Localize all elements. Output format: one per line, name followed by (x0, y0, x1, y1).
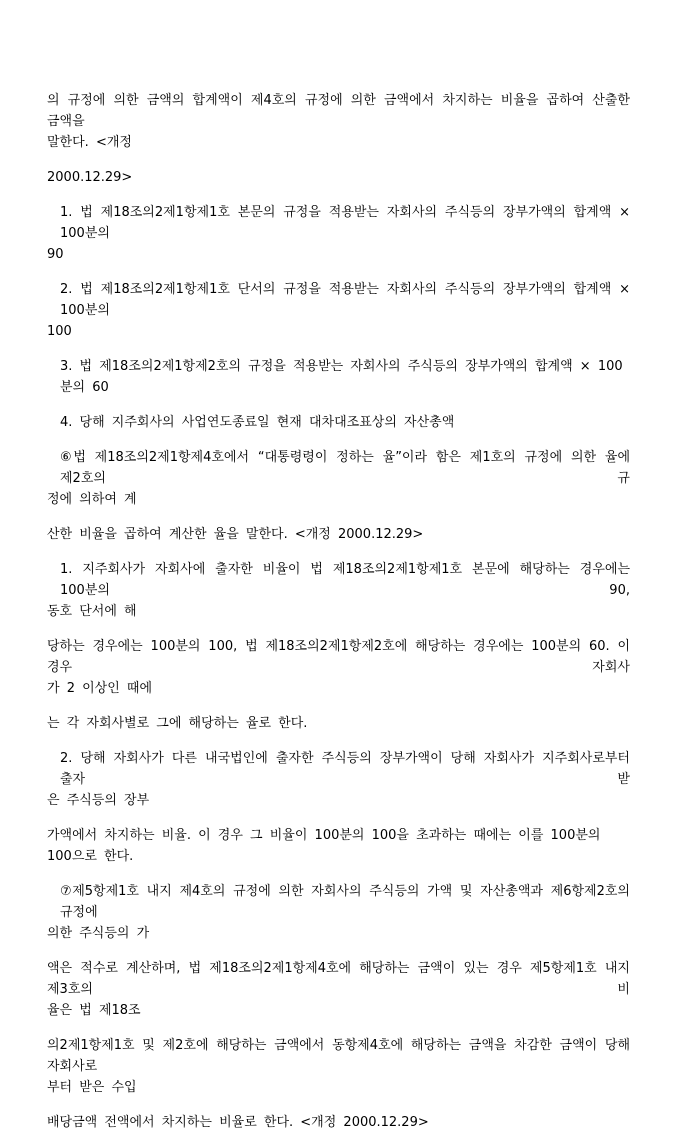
document-line: 의한 주식등의 가 (47, 926, 150, 941)
clause-item-2-line: 2. 당해 자회사가 다른 내국법인에 출자한 주식등의 장부가액이 당해 자회사가 지주회사로부터 출자 받 (60, 751, 630, 787)
document-line: 가 2 이상인 때에 (47, 681, 153, 696)
clause-item-4-line: 4. 당해 지주회사의 사업연도종료일 현재 대차대조표상의 자산총액 (60, 415, 455, 430)
document-line: 산한 비율을 곱하여 계산한 율을 말한다. <개정 2000.12.29> (47, 527, 424, 542)
clause-item-1-line: 1. 지주회사가 자회사에 출자한 비율이 법 제18조의2제1항제1호 본문에 해당하는 경우에는 100분의 90, (60, 562, 630, 598)
document-line: 은 주식등의 장부 (47, 793, 150, 808)
document-line: 가액에서 차지하는 비율. 이 경우 그 비율이 100분의 100을 초과하는 때에는 이를 100분의 100으로 한다. (47, 828, 601, 864)
document-line: 율은 법 제18조 (47, 1003, 141, 1018)
document-line: 말한다. <개정 (47, 135, 132, 150)
document-line: 는 각 자회사별로 그에 해당하는 율로 한다. (47, 716, 308, 731)
document-line: 당하는 경우에는 100분의 100, 법 제18조의2제1항제2호에 해당하는 경우에는 100분의 60. 이 경우 자회사 (47, 639, 630, 675)
document-line: 의 규정에 의한 금액의 합계액이 제4호의 규정에 의한 금액에서 차지하는 비율을 곱하여 산출한 금액을 (47, 93, 630, 129)
document-line: 부터 받은 수입 (47, 1080, 137, 1095)
paragraph-6-line: ⑥법 제18조의2제1항제4호에서 “대통령령이 정하는 율”이라 함은 제1호의 규정에 의한 율에 제2호의 규 (60, 450, 630, 486)
document-line: 90 (47, 247, 64, 262)
clause-item-2-line: 2. 법 제18조의2제1항제1호 단서의 규정을 적용받는 자회사의 주식등의 장부가액의 합계액 × 100분의 (60, 282, 630, 318)
document-line: 동호 단서에 해 (47, 604, 137, 619)
document-line: 액은 적수로 계산하며, 법 제18조의2제1항제4호에 해당하는 금액이 있는 경우 제5항제1호 내지 제3호의 비 (47, 961, 630, 997)
document-line: 의2제1항제1호 및 제2호에 해당하는 금액에서 동항제4호에 해당하는 금액을 차감한 금액이 당해 자회사로 (47, 1038, 630, 1074)
paragraph-7-line: ⑦제5항제1호 내지 제4호의 규정에 의한 자회사의 주식등의 가액 및 자산총액과 제6항제2호의 규정에 (60, 884, 630, 920)
clause-item-3-line: 3. 법 제18조의2제1항제2호의 규정을 적용받는 자회사의 주식등의 장부가액의 합계액 × 100분의 60 (60, 359, 623, 395)
document-line: 정에 의하여 계 (47, 492, 137, 507)
clause-item-1-line: 1. 법 제18조의2제1항제1호 본문의 규정을 적용받는 자회사의 주식등의 장부가액의 합계액 × 100분의 (60, 205, 630, 241)
document-line: 100 (47, 324, 72, 339)
document-line: 배당금액 전액에서 차지하는 비율로 한다. <개정 2000.12.29> (47, 1115, 429, 1130)
amendment-date-line: 2000.12.29> (47, 170, 133, 185)
